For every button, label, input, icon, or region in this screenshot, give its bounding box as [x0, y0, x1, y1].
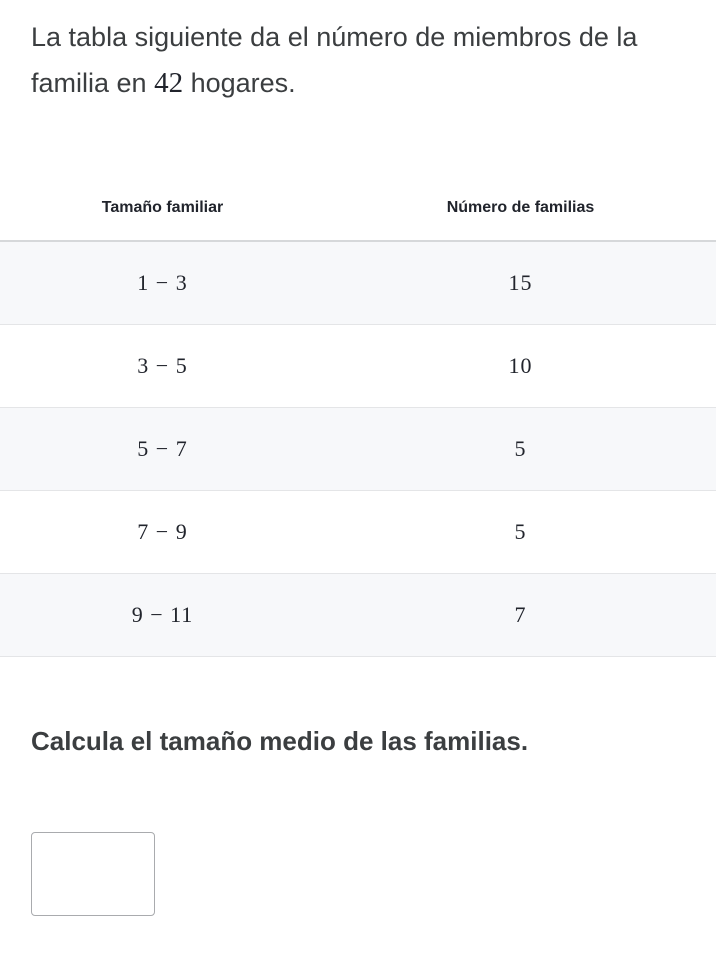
table-row [0, 242, 716, 325]
cell-count: 10 [508, 353, 533, 378]
intro-text-after: hogares. [183, 68, 296, 98]
table-header [0, 176, 716, 242]
cell-range: 7 − 9 [137, 519, 188, 544]
cell-count: 15 [508, 270, 533, 295]
header-number-of-families: Número de familias [446, 199, 595, 216]
cell-range: 1 − 3 [137, 270, 188, 295]
table-row [0, 325, 716, 408]
header-family-size: Tamaño familiar [101, 199, 224, 216]
cell-count: 5 [514, 436, 527, 461]
table-row [0, 574, 716, 657]
cell-count: 5 [514, 519, 527, 544]
table-row [0, 408, 716, 491]
problem-statement [31, 14, 691, 106]
question-prompt: Calcula el tamaño medio de las familias. [31, 726, 529, 756]
intro-text-before: La tabla siguiente da el número de miembros de la familia en [31, 22, 638, 98]
households-count: 42 [154, 67, 184, 99]
cell-count: 7 [514, 602, 527, 627]
cell-range: 9 − 11 [131, 602, 194, 627]
cell-range: 5 − 7 [137, 436, 188, 461]
family-size-table [0, 176, 716, 657]
answer-input[interactable] [31, 832, 155, 916]
cell-range: 3 − 5 [137, 353, 188, 378]
table-row [0, 491, 716, 574]
